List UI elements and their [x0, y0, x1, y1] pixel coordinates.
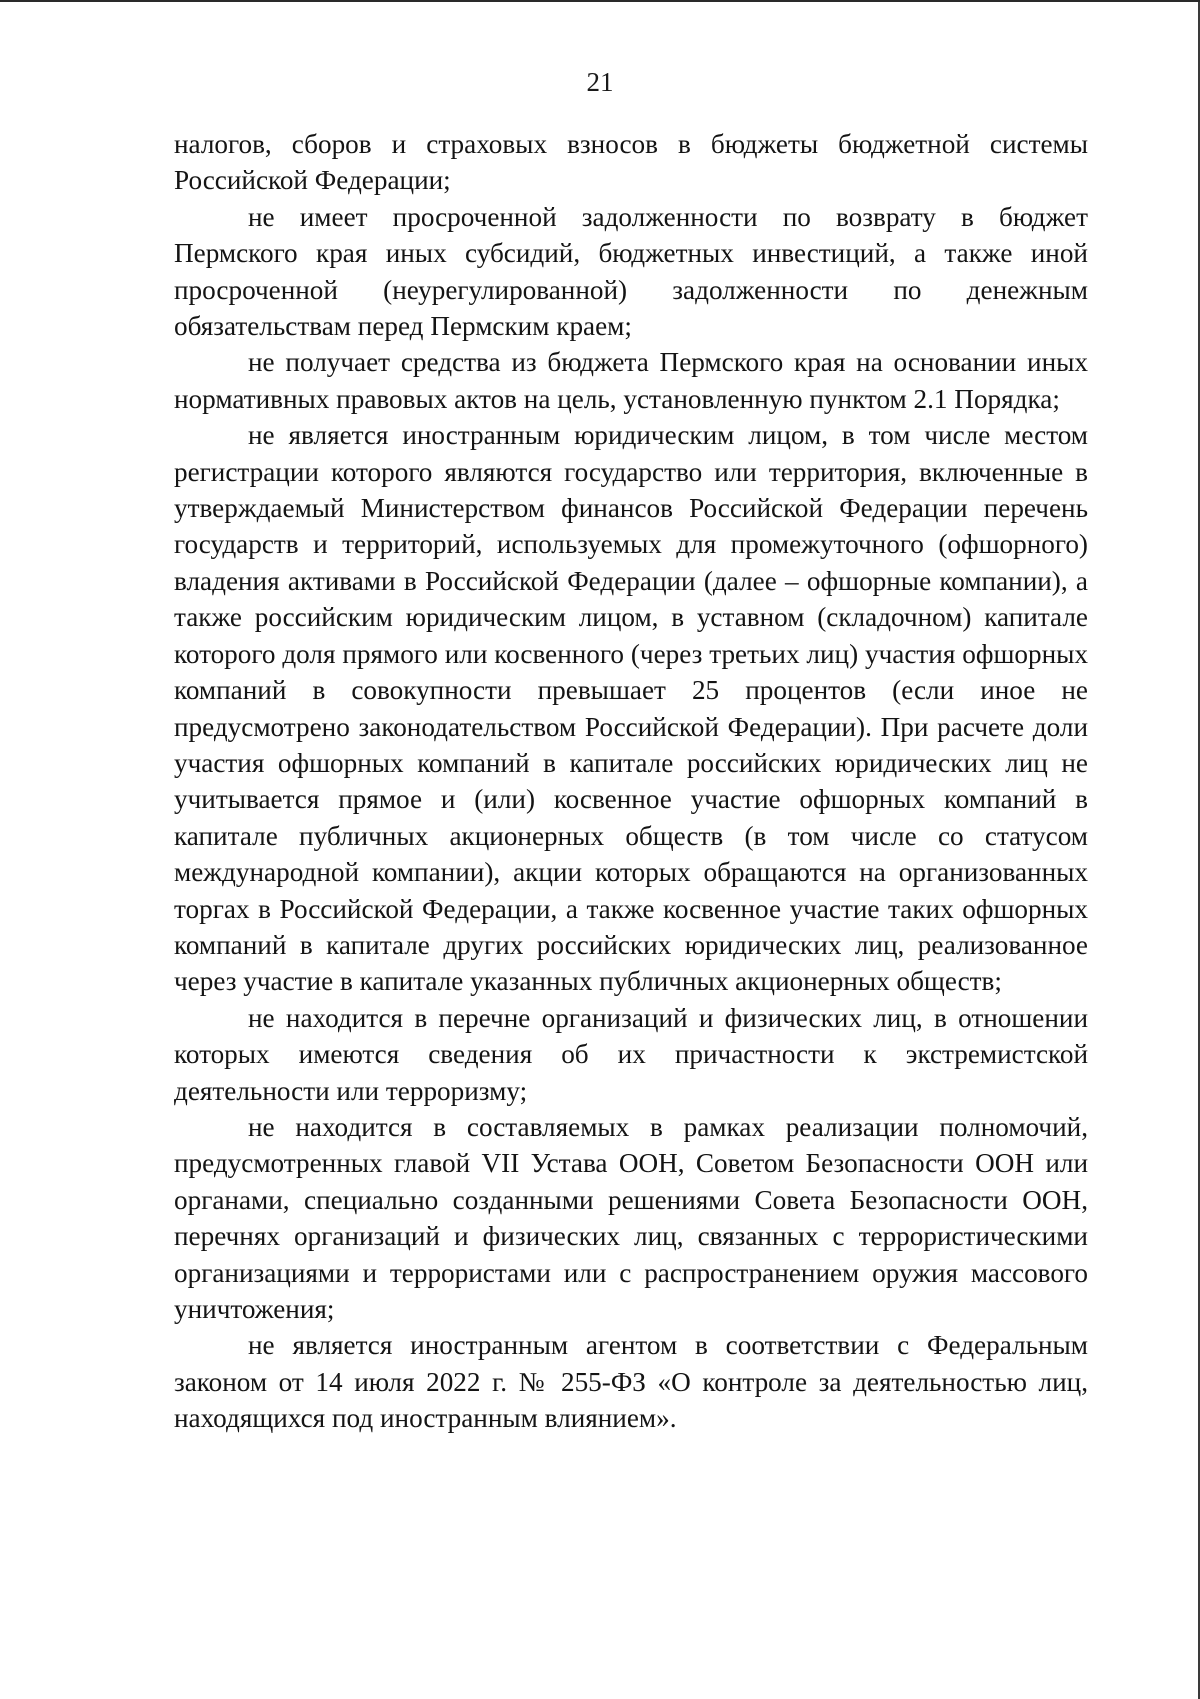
paragraph-not-in-extremist-list: не находится в перечне организаций и физических лиц, в отношении которых имеются сведения об их причастности к экстремистской деятельности или терроризму;: [174, 1002, 1088, 1106]
paragraph-not-foreign-entity: не является иностранным юридическим лицом, в том числе местом регистрации которого являются государство или территория, включенные в утверждаемый Министерством финансов Российской Федерации перечень государств и территорий, используемых для промежуточного (офшорного) владения активами в Российской Федерации (далее – офшорные компании), а также российским юридическим лицом, в уставном (складочном) капитале которого доля прямого или косвенного (через третьих лиц) участия офшорных компаний в совокупности превышает 25 процентов (если иное не предусмотрено законодательством Российской Федерации). При расчете доли участия офшорных компаний в капитале российских юридических лиц не учитывается прямое и (или) косвенное участие офшорных компаний в капитале публичных акционерных обществ (в том числе со статусом международной компании), акции которых обращаются на организованных торгах в Российской Федерации, а также косвенное участие таких офшорных компаний в капитале других российских юридических лиц, реализованное через участие в капитале указанных публичных акционерных обществ;: [174, 420, 1088, 997]
paragraph-not-in-un-lists: не находится в составляемых в рамках реализации полномочий, предусмотренных главой VII Устава ООН, Советом Безопасности ООН или органами, специально созданными решениями Совета Безопасности ООН, перечнях организаций и физических лиц, связанных с террористическими организациями и террористами или с распространением оружия массового уничтожения;: [174, 1111, 1088, 1324]
page-number: 21: [586, 67, 614, 97]
paragraph-not-foreign-agent: не является иностранным агентом в соответствии с Федеральным законом от 14 июля 2022 г. № 255-ФЗ «О контроле за деятельностью лиц, находящихся под иностранным влиянием».: [174, 1330, 1088, 1434]
paragraph-no-other-funding: не получает средства из бюджета Пермского края на основании иных нормативных правовых актов на цель, установленную пунктом 2.1 Порядка;: [174, 347, 1088, 414]
paragraph-no-overdue-debt: не имеет просроченной задолженности по возврату в бюджет Пермского края иных субсидий, бюджетных инвестиций, а также иной просроченной (неурегулированной) задолженности по денежным обязательствам перед Пермским краем;: [174, 201, 1088, 342]
paragraph-continuation: налогов, сборов и страховых взносов в бюджеты бюджетной системы Российской Федерации;: [174, 129, 1088, 196]
document-body: [174, 126, 1088, 1437]
